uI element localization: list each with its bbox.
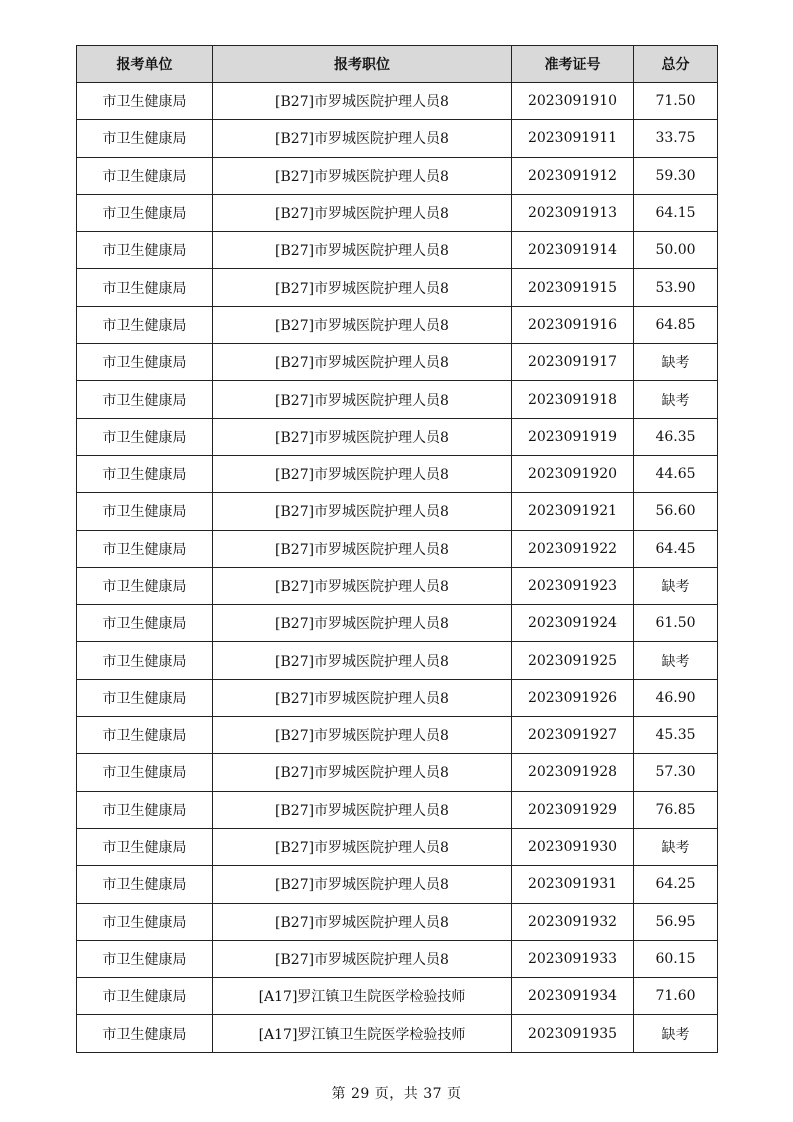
cell-total-score: 57.30 bbox=[634, 754, 718, 791]
cell-ticket-number: 2023091913 bbox=[512, 194, 634, 231]
cell-unit: 市卫生健康局 bbox=[77, 530, 213, 567]
cell-position: [B27]市罗城医院护理人员8 bbox=[213, 679, 512, 716]
cell-position: [B27]市罗城医院护理人员8 bbox=[213, 232, 512, 269]
cell-position: [B27]市罗城医院护理人员8 bbox=[213, 940, 512, 977]
cell-total-score: 61.50 bbox=[634, 605, 718, 642]
table-row bbox=[77, 866, 718, 903]
cell-ticket-number: 2023091911 bbox=[512, 120, 634, 157]
cell-position: [A17]罗江镇卫生院医学检验技师 bbox=[213, 1015, 512, 1052]
cell-ticket-number: 2023091928 bbox=[512, 754, 634, 791]
cell-ticket-number: 2023091920 bbox=[512, 455, 634, 492]
cell-ticket-number: 2023091923 bbox=[512, 567, 634, 604]
table-row bbox=[77, 493, 718, 530]
cell-position: [B27]市罗城医院护理人员8 bbox=[213, 381, 512, 418]
cell-unit: 市卫生健康局 bbox=[77, 866, 213, 903]
table-row bbox=[77, 791, 718, 828]
table-row bbox=[77, 306, 718, 343]
cell-position: [B27]市罗城医院护理人员8 bbox=[213, 530, 512, 567]
table-row bbox=[77, 232, 718, 269]
cell-total-score: 缺考 bbox=[634, 642, 718, 679]
table-row bbox=[77, 120, 718, 157]
cell-total-score: 56.95 bbox=[634, 903, 718, 940]
cell-unit: 市卫生健康局 bbox=[77, 344, 213, 381]
cell-unit: 市卫生健康局 bbox=[77, 194, 213, 231]
cell-total-score: 64.25 bbox=[634, 866, 718, 903]
cell-total-score: 46.90 bbox=[634, 679, 718, 716]
cell-position: [B27]市罗城医院护理人员8 bbox=[213, 120, 512, 157]
cell-total-score: 60.15 bbox=[634, 940, 718, 977]
cell-ticket-number: 2023091934 bbox=[512, 978, 634, 1015]
cell-position: [B27]市罗城医院护理人员8 bbox=[213, 344, 512, 381]
cell-unit: 市卫生健康局 bbox=[77, 306, 213, 343]
cell-unit: 市卫生健康局 bbox=[77, 567, 213, 604]
cell-ticket-number: 2023091935 bbox=[512, 1015, 634, 1052]
table-row bbox=[77, 679, 718, 716]
cell-position: [B27]市罗城医院护理人员8 bbox=[213, 157, 512, 194]
cell-total-score: 缺考 bbox=[634, 344, 718, 381]
cell-unit: 市卫生健康局 bbox=[77, 940, 213, 977]
cell-position: [B27]市罗城医院护理人员8 bbox=[213, 83, 512, 120]
cell-ticket-number: 2023091927 bbox=[512, 717, 634, 754]
cell-position: [B27]市罗城医院护理人员8 bbox=[213, 455, 512, 492]
table-row bbox=[77, 567, 718, 604]
table-row bbox=[77, 344, 718, 381]
table-row bbox=[77, 903, 718, 940]
cell-ticket-number: 2023091916 bbox=[512, 306, 634, 343]
cell-total-score: 45.35 bbox=[634, 717, 718, 754]
cell-unit: 市卫生健康局 bbox=[77, 717, 213, 754]
cell-total-score: 46.35 bbox=[634, 418, 718, 455]
cell-ticket-number: 2023091918 bbox=[512, 381, 634, 418]
cell-total-score: 76.85 bbox=[634, 791, 718, 828]
cell-total-score: 33.75 bbox=[634, 120, 718, 157]
cell-position: [B27]市罗城医院护理人员8 bbox=[213, 903, 512, 940]
cell-ticket-number: 2023091933 bbox=[512, 940, 634, 977]
cell-unit: 市卫生健康局 bbox=[77, 418, 213, 455]
cell-position: [B27]市罗城医院护理人员8 bbox=[213, 493, 512, 530]
cell-position: [B27]市罗城医院护理人员8 bbox=[213, 306, 512, 343]
header-total-score: 总分 bbox=[634, 46, 718, 83]
cell-total-score: 缺考 bbox=[634, 567, 718, 604]
cell-unit: 市卫生健康局 bbox=[77, 493, 213, 530]
table-row bbox=[77, 828, 718, 865]
cell-total-score: 64.15 bbox=[634, 194, 718, 231]
cell-ticket-number: 2023091914 bbox=[512, 232, 634, 269]
cell-ticket-number: 2023091912 bbox=[512, 157, 634, 194]
table-row bbox=[77, 455, 718, 492]
cell-total-score: 缺考 bbox=[634, 381, 718, 418]
page-footer: 第 29 页，共 37 页 bbox=[331, 1086, 462, 1102]
cell-unit: 市卫生健康局 bbox=[77, 83, 213, 120]
cell-unit: 市卫生健康局 bbox=[77, 978, 213, 1015]
cell-total-score: 44.65 bbox=[634, 455, 718, 492]
cell-ticket-number: 2023091921 bbox=[512, 493, 634, 530]
header-row bbox=[77, 46, 718, 83]
table-row bbox=[77, 1015, 718, 1052]
cell-ticket-number: 2023091910 bbox=[512, 83, 634, 120]
header-position: 报考职位 bbox=[213, 46, 512, 83]
cell-ticket-number: 2023091925 bbox=[512, 642, 634, 679]
cell-position: [B27]市罗城医院护理人员8 bbox=[213, 567, 512, 604]
cell-total-score: 71.50 bbox=[634, 83, 718, 120]
cell-position: [B27]市罗城医院护理人员8 bbox=[213, 194, 512, 231]
cell-position: [B27]市罗城医院护理人员8 bbox=[213, 754, 512, 791]
table-body bbox=[77, 83, 718, 1053]
cell-total-score: 缺考 bbox=[634, 828, 718, 865]
table-row bbox=[77, 530, 718, 567]
cell-total-score: 59.30 bbox=[634, 157, 718, 194]
cell-unit: 市卫生健康局 bbox=[77, 754, 213, 791]
table-row bbox=[77, 717, 718, 754]
cell-total-score: 50.00 bbox=[634, 232, 718, 269]
cell-ticket-number: 2023091917 bbox=[512, 344, 634, 381]
cell-unit: 市卫生健康局 bbox=[77, 157, 213, 194]
cell-position: [B27]市罗城医院护理人员8 bbox=[213, 791, 512, 828]
table-row bbox=[77, 940, 718, 977]
cell-unit: 市卫生健康局 bbox=[77, 605, 213, 642]
cell-total-score: 71.60 bbox=[634, 978, 718, 1015]
cell-unit: 市卫生健康局 bbox=[77, 1015, 213, 1052]
cell-position: [B27]市罗城医院护理人员8 bbox=[213, 269, 512, 306]
cell-unit: 市卫生健康局 bbox=[77, 791, 213, 828]
table-row bbox=[77, 642, 718, 679]
cell-unit: 市卫生健康局 bbox=[77, 903, 213, 940]
cell-ticket-number: 2023091930 bbox=[512, 828, 634, 865]
table-row bbox=[77, 157, 718, 194]
cell-unit: 市卫生健康局 bbox=[77, 232, 213, 269]
cell-total-score: 56.60 bbox=[634, 493, 718, 530]
header-ticket-number: 准考证号 bbox=[512, 46, 634, 83]
cell-unit: 市卫生健康局 bbox=[77, 828, 213, 865]
cell-unit: 市卫生健康局 bbox=[77, 679, 213, 716]
cell-unit: 市卫生健康局 bbox=[77, 381, 213, 418]
cell-unit: 市卫生健康局 bbox=[77, 120, 213, 157]
cell-total-score: 53.90 bbox=[634, 269, 718, 306]
cell-ticket-number: 2023091919 bbox=[512, 418, 634, 455]
cell-position: [B27]市罗城医院护理人员8 bbox=[213, 828, 512, 865]
cell-total-score: 64.85 bbox=[634, 306, 718, 343]
table-row bbox=[77, 754, 718, 791]
table-row bbox=[77, 978, 718, 1015]
table-row bbox=[77, 83, 718, 120]
cell-ticket-number: 2023091932 bbox=[512, 903, 634, 940]
results-table bbox=[76, 45, 718, 1053]
cell-ticket-number: 2023091924 bbox=[512, 605, 634, 642]
cell-position: [B27]市罗城医院护理人员8 bbox=[213, 418, 512, 455]
cell-unit: 市卫生健康局 bbox=[77, 455, 213, 492]
cell-position: [B27]市罗城医院护理人员8 bbox=[213, 605, 512, 642]
table-row bbox=[77, 194, 718, 231]
table-row bbox=[77, 605, 718, 642]
table-row bbox=[77, 418, 718, 455]
cell-total-score: 64.45 bbox=[634, 530, 718, 567]
cell-ticket-number: 2023091915 bbox=[512, 269, 634, 306]
table-header bbox=[77, 46, 718, 83]
cell-ticket-number: 2023091926 bbox=[512, 679, 634, 716]
cell-ticket-number: 2023091929 bbox=[512, 791, 634, 828]
cell-position: [B27]市罗城医院护理人员8 bbox=[213, 717, 512, 754]
cell-position: [B27]市罗城医院护理人员8 bbox=[213, 866, 512, 903]
cell-ticket-number: 2023091922 bbox=[512, 530, 634, 567]
table-row bbox=[77, 269, 718, 306]
cell-unit: 市卫生健康局 bbox=[77, 269, 213, 306]
cell-unit: 市卫生健康局 bbox=[77, 642, 213, 679]
table-row bbox=[77, 381, 718, 418]
cell-ticket-number: 2023091931 bbox=[512, 866, 634, 903]
header-unit: 报考单位 bbox=[77, 46, 213, 83]
cell-total-score: 缺考 bbox=[634, 1015, 718, 1052]
cell-position: [A17]罗江镇卫生院医学检验技师 bbox=[213, 978, 512, 1015]
cell-position: [B27]市罗城医院护理人员8 bbox=[213, 642, 512, 679]
